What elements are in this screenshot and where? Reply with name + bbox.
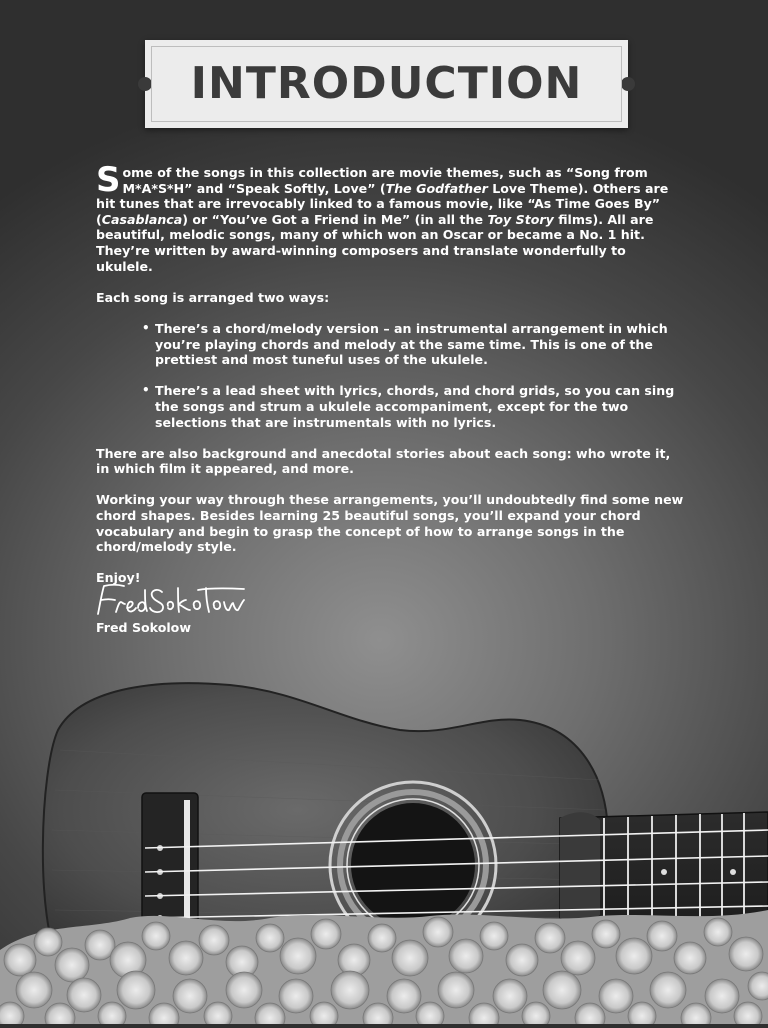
intro-paragraph-3: There are also background and anecdotal stories about each song: who wrote it, in which film it appeared, and more. — [96, 445, 671, 477]
text-run: Love Theme). Others are hit tunes that are irrevocably linked to a famous movie, like “As Time Goes By” ( — [96, 180, 669, 227]
neck-heel — [560, 812, 600, 920]
text-run: ) or “You’ve Got a Friend in Me” (in all the — [182, 211, 488, 227]
handwritten-signature — [94, 580, 274, 618]
fret-marker — [730, 869, 736, 875]
intro-body — [96, 160, 686, 602]
movie-title: Toy Story — [487, 211, 554, 227]
list-item-text: There’s a chord/melody version – an instrumental arrangement in which you’re playing chords and melody at the same time. This is one of the prettiest and most tuneful uses of the ukulele. — [155, 320, 668, 368]
arrangement-list — [96, 321, 686, 430]
ukulele-popcorn-illustration — [0, 660, 768, 1024]
banner-notch-right — [621, 77, 635, 91]
list-item — [96, 321, 686, 368]
movie-title: Casablanca — [101, 211, 183, 227]
fret-marker — [661, 869, 667, 875]
text-run: ome of the songs in this collection are movie themes, such as “Song from M*A*S*H” and “Speak Softly, Love” ( — [122, 165, 648, 196]
page-title: INTRODUCTION — [190, 58, 583, 109]
banner-inner-border — [151, 46, 622, 122]
intro-paragraph-1 — [96, 160, 686, 274]
intro-paragraph-2: Each song is arranged two ways: — [96, 289, 330, 305]
intro-paragraph-5: Enjoy! — [96, 570, 141, 586]
title-banner — [145, 40, 628, 128]
bullet-icon: • — [142, 320, 150, 335]
list-item-text: There’s a lead sheet with lyrics, chords, and chord grids, so you can sing the songs and strum a ukulele accompaniment, except for the two selections that are instrumentals with no lyrics. — [155, 383, 675, 430]
author-name: Fred Sokolow — [96, 620, 191, 635]
list-item — [96, 383, 686, 430]
text-run: films). All are beautiful, melodic songs, many of which won an Oscar or became a No. 1 hit. They’re written by award-winning composers and translate wonderfully to ukulele. — [96, 211, 654, 274]
intro-paragraph-4: Working your way through these arrangements, you’ll undoubtedly find some new chord shapes. Besides learning 25 beautiful songs, you’ll expand your chord vocabulary and begin to grasp the concept of how to arrange songs in the chord/melody style. — [96, 492, 684, 555]
saddle — [184, 800, 190, 930]
movie-title: The Godfather — [385, 180, 488, 196]
banner-notch-left — [138, 77, 152, 91]
popcorn-pile — [0, 910, 768, 1024]
bullet-icon: • — [142, 383, 150, 398]
drop-cap: S — [96, 160, 121, 200]
